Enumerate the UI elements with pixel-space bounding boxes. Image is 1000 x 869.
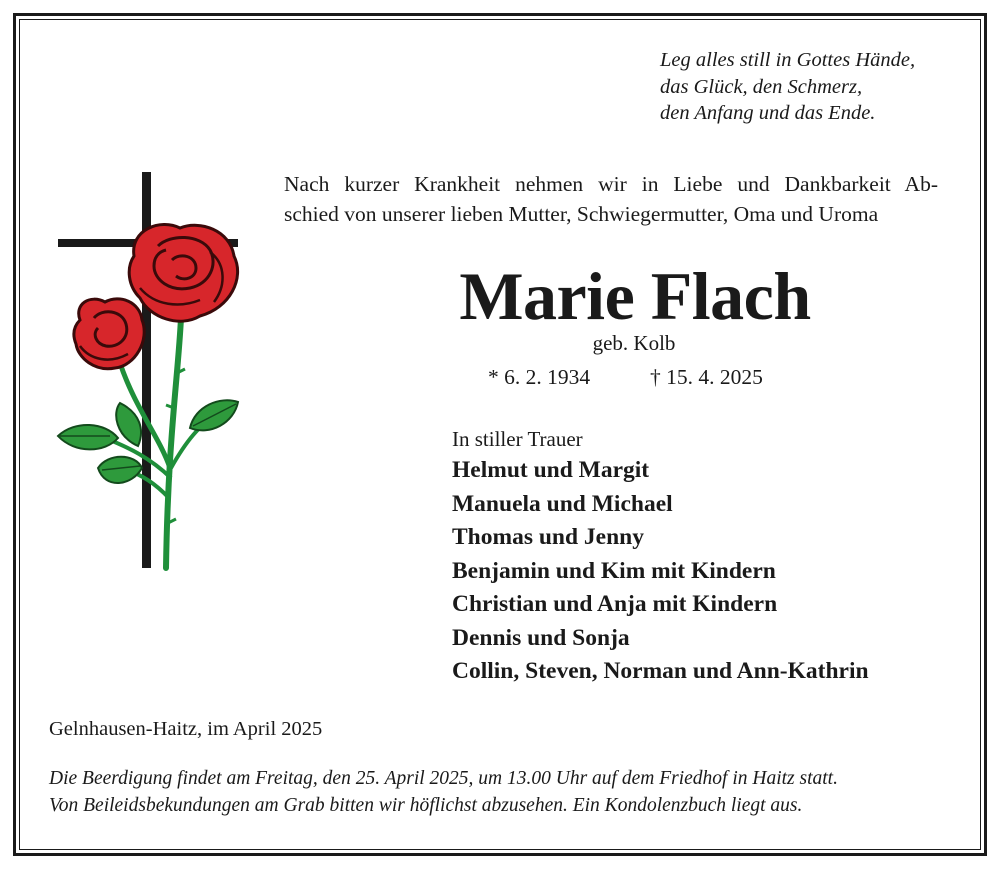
birth-date: * 6. 2. 1934 bbox=[488, 365, 591, 389]
verse-line: Leg alles still in Gottes Hände, bbox=[660, 49, 916, 71]
place-and-date: Gelnhausen-Haitz, im April 2025 bbox=[49, 718, 323, 740]
verse-line: das Glück, den Schmerz, bbox=[660, 75, 863, 98]
mourner-name: Benjamin und Kim mit Kindern bbox=[452, 557, 776, 584]
cross-with-roses-icon bbox=[50, 168, 250, 576]
mourners-lead: In stiller Trauer bbox=[452, 427, 583, 451]
mourner-name: Collin, Steven, Norman und Ann-Kathrin bbox=[452, 658, 869, 684]
deceased-name: Marie Flach bbox=[459, 258, 811, 334]
rose-stem bbox=[166, 318, 181, 568]
intro-text bbox=[284, 169, 938, 229]
large-rose bbox=[129, 224, 237, 321]
mourner-name: Helmut und Margit bbox=[452, 457, 650, 483]
mourners bbox=[452, 424, 972, 689]
death-date: † 15. 4. 2025 bbox=[650, 365, 763, 389]
leaf bbox=[116, 403, 141, 446]
intro-line-2: schied von unserer lieben Mutter, Schwiegermutter, Oma und Uroma bbox=[284, 202, 879, 226]
mourner-name: Manuela und Michael bbox=[452, 490, 673, 517]
mourner-name: Thomas und Jenny bbox=[452, 524, 644, 550]
mourner-name: Christian und Anja mit Kindern bbox=[452, 591, 778, 617]
intro-line-1: Nach kurzer Krankheit nehmen wir in Liebe und Dankbarkeit Ab- bbox=[284, 172, 938, 196]
maiden-name: geb. Kolb bbox=[592, 331, 676, 355]
leaf bbox=[58, 425, 118, 449]
verse bbox=[660, 47, 980, 127]
funeral-notice-line-1: Die Beerdigung findet am Freitag, den 25. April 2025, um 13.00 Uhr auf dem Friedhof in Haitz statt. bbox=[49, 768, 838, 789]
small-rose bbox=[74, 299, 144, 369]
verse-line: den Anfang und das Ende. bbox=[660, 102, 876, 124]
mourner-name: Dennis und Sonja bbox=[452, 624, 630, 651]
funeral-notice bbox=[49, 765, 969, 819]
funeral-notice-line-2: Von Beileidsbekundungen am Grab bitten wir höflichst abzusehen. Ein Kondolenzbuch liegt aus. bbox=[49, 795, 803, 816]
